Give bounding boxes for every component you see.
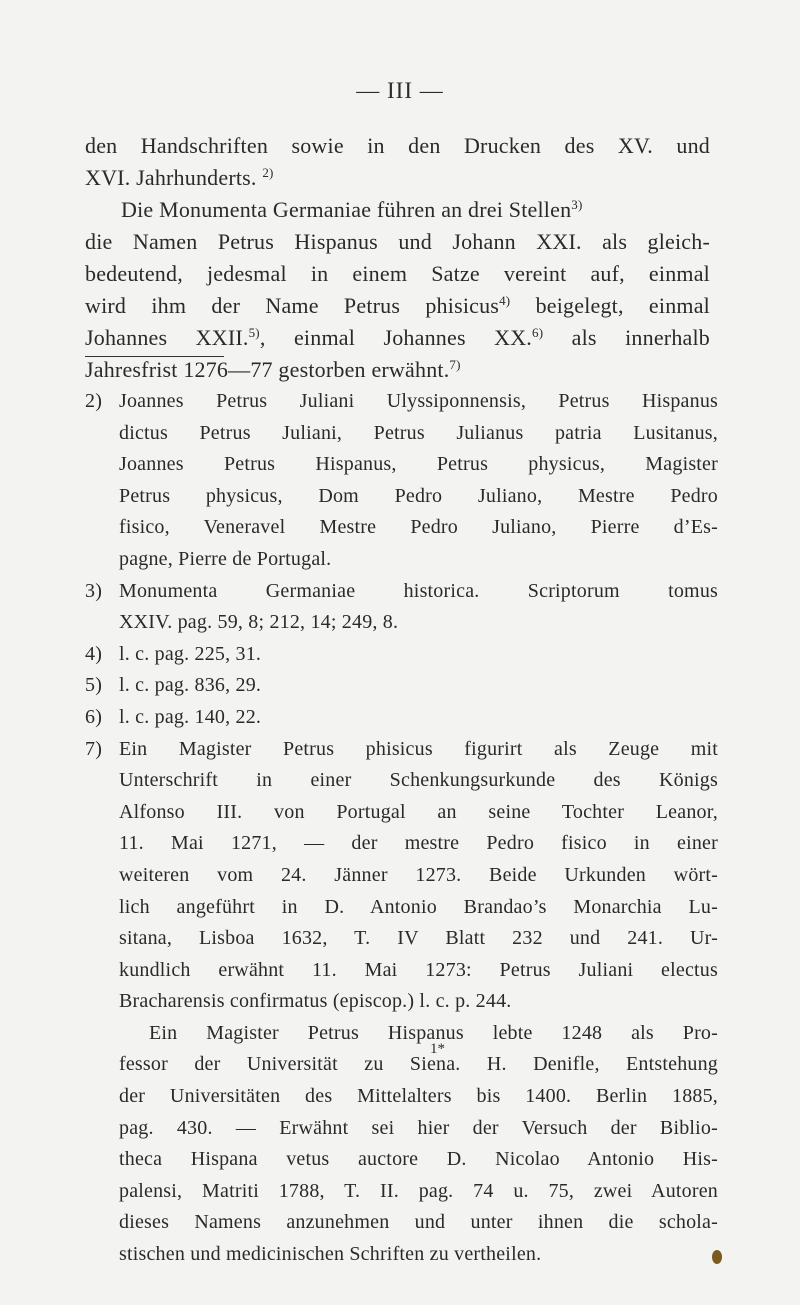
signature-mark: 1* xyxy=(430,1041,445,1057)
footnote-number: 2) xyxy=(85,390,103,412)
footnote-ref: 3) xyxy=(571,197,583,212)
footnote-6: 6) l. c. pag. 140, 22. xyxy=(85,702,718,734)
body-line: den Handschriften sowie in den Drucken des XV. und xyxy=(85,133,710,158)
footnote-number: 3) xyxy=(85,579,103,602)
body-line: bedeutend, jedesmal in einem Satze vereint auf, einmal xyxy=(85,261,710,286)
body-line: Die Monumenta Germaniae führen an drei Stellen$^{3)}$ xyxy=(121,197,583,222)
footnote-ref: 4) xyxy=(499,293,511,308)
footnote-number: 5) xyxy=(85,674,103,697)
footnote-ref: 2) xyxy=(262,165,274,180)
footnote-5: 5) l. c. pag. 836, 29. xyxy=(85,670,718,702)
footnote-number: 4) xyxy=(85,642,103,665)
body-line: Jahresfrist 1276—77 gestorben erwähnt.$^{7)}$ xyxy=(85,357,461,382)
ink-stain xyxy=(712,1250,722,1264)
footnote-ref: 7) xyxy=(449,357,461,372)
body-line: die Namen Petrus Hispanus und Johann XXI. als gleich- xyxy=(85,229,710,254)
footnote-2: 2) Joannes Petrus Juliani Ulyssiponnensis, Petrus Hispanus dictus Petrus Juliani, Petrus Julianus patria Lusitanus, Joannes Petrus Hispanus, Petrus physicus, Magister Petrus physicus, Dom Pedro Juliano, Mestre Pedro fisico, Veneravel Mestre Pedro Juliano, Pierre d’Es- pagne, Pierre de Portugal. xyxy=(85,386,718,576)
footnote-7: 7) Ein Magister Petrus phisicus figurirt als Zeuge mit Unterschrift in einer Schenkungsurkunde des Königs Alfonso III. von Portugal an seine Tochter Leanor, 11. Mai 1271, — der mestre Pedro fisico in einer weiteren vom 24. Jänner 1273. Beide Urkunden wört- lich angeführt in D. Antonio Brandao’s Monarchia Lu- sitana, Lisboa 1632, T. IV Blatt 232 und 241. Ur- kundlich erwähnt 11. Mai 1273: Petrus Juliani electus Bracharensis confirmatus (episcop.) l. c. p. 244. Ein Magister Petrus Hispanus lebte 1248 als Pro- fessor der Universität zu Siena. H. Denifle, Entstehung der Universitäten des Mittelalters bis 1400. Berlin 1885, pag. 430. — Erwähnt sei hier der Versuch der Biblio- theca Hispana vetus auctore D. Nicolao Antonio His- palensi, Matriti 1788, T. II. pag. 74 u. 75, zwei Autoren dieses Namens anzunehmen und unter ihnen die schola- stischen und medicinischen Schriften zu vertheilen. xyxy=(85,734,718,1271)
footnote-number: 6) xyxy=(85,705,103,728)
body-line: Johannes XXII.$^{5)}$, einmal Johannes XX.$^{6)}$ als innerhalb xyxy=(85,325,710,350)
footnote-3: 3) Monumenta Germaniae historica. Scriptorum tomus XXIV. pag. 59, 8; 212, 14; 249, 8. xyxy=(85,576,718,639)
body-line: XVI. Jahrhunderts. $^{2)}$ xyxy=(85,165,274,190)
footnote-ref: 6) xyxy=(532,325,544,340)
footnotes xyxy=(85,386,718,1271)
footnote-number: 7) xyxy=(85,737,103,760)
footnote-4: 4) l. c. pag. 225, 31. xyxy=(85,639,718,671)
footnote-divider xyxy=(85,356,224,357)
footnote-ref: 5) xyxy=(248,325,260,340)
main-text xyxy=(85,130,710,386)
page-number-header: — III — xyxy=(356,78,444,103)
body-line: wird ihm der Name Petrus phisicus$^{4)}$ beigelegt, einmal xyxy=(85,293,710,318)
